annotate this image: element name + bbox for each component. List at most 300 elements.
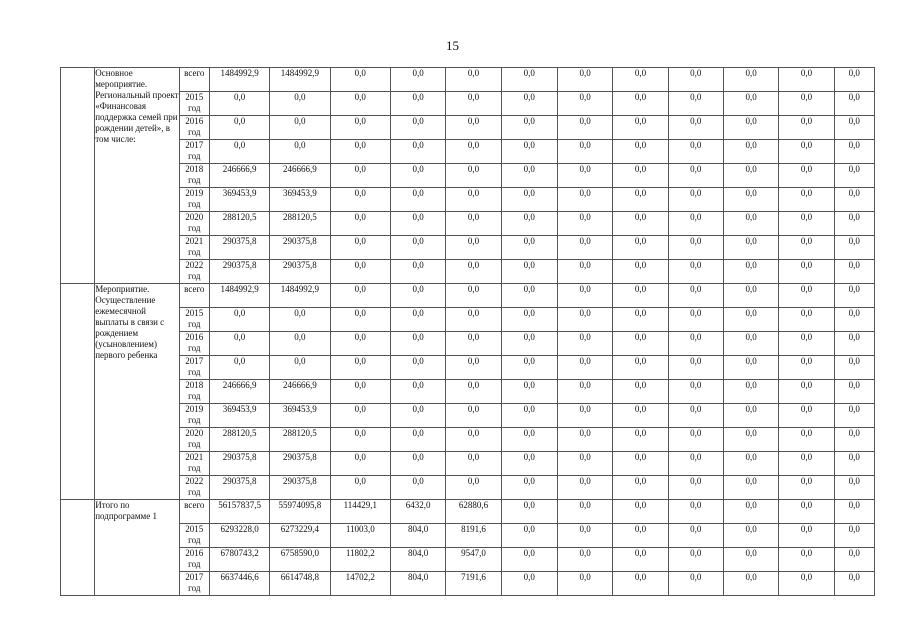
value-cell: 290375,8	[270, 476, 330, 500]
value-cell: 0,0	[330, 284, 390, 308]
value-cell: 0,0	[390, 188, 445, 212]
value-cell: 0,0	[446, 404, 501, 428]
value-cell: 9547,0	[446, 548, 501, 572]
value-cell: 0,0	[501, 92, 557, 116]
value-cell: 0,0	[613, 260, 668, 284]
value-cell: 0,0	[390, 308, 445, 332]
period-cell: 2015 год	[179, 524, 209, 548]
value-cell: 0,0	[446, 188, 501, 212]
table-row	[61, 116, 875, 140]
period-cell: 2020 год	[179, 212, 209, 236]
value-cell: 0,0	[613, 572, 668, 596]
value-cell: 0,0	[501, 68, 557, 92]
value-cell: 0,0	[501, 116, 557, 140]
value-cell: 0,0	[557, 476, 612, 500]
value-cell: 0,0	[834, 452, 874, 476]
value-cell: 0,0	[613, 428, 668, 452]
value-cell: 0,0	[446, 236, 501, 260]
value-cell: 0,0	[723, 308, 778, 332]
value-cell: 0,0	[446, 476, 501, 500]
value-cell: 0,0	[209, 308, 269, 332]
value-cell: 0,0	[723, 452, 778, 476]
program-name-cell: Мероприятие. Осуществление ежемесячной выплаты в связи с рождением (усыновлением) первого ребенка	[95, 284, 180, 500]
value-cell: 0,0	[557, 356, 612, 380]
value-cell: 0,0	[390, 236, 445, 260]
value-cell: 0,0	[668, 140, 723, 164]
value-cell: 0,0	[446, 92, 501, 116]
value-cell: 0,0	[668, 308, 723, 332]
value-cell: 0,0	[557, 212, 612, 236]
value-cell: 0,0	[668, 284, 723, 308]
value-cell: 1484992,9	[270, 284, 330, 308]
value-cell: 0,0	[270, 308, 330, 332]
table-row	[61, 476, 875, 500]
value-cell: 0,0	[390, 332, 445, 356]
value-cell: 0,0	[501, 332, 557, 356]
period-cell: 2015 год	[179, 92, 209, 116]
value-cell: 0,0	[834, 164, 874, 188]
value-cell: 0,0	[270, 116, 330, 140]
value-cell: 0,0	[668, 428, 723, 452]
value-cell: 246666,9	[270, 380, 330, 404]
value-cell: 0,0	[779, 548, 834, 572]
value-cell: 290375,8	[270, 260, 330, 284]
value-cell: 0,0	[779, 332, 834, 356]
value-cell: 290375,8	[270, 452, 330, 476]
table-row	[61, 548, 875, 572]
value-cell: 0,0	[501, 164, 557, 188]
value-cell: 0,0	[613, 68, 668, 92]
value-cell: 8191,6	[446, 524, 501, 548]
value-cell: 0,0	[723, 212, 778, 236]
value-cell: 0,0	[330, 92, 390, 116]
value-cell: 0,0	[834, 380, 874, 404]
value-cell: 0,0	[723, 332, 778, 356]
value-cell: 0,0	[390, 356, 445, 380]
value-cell: 62880,6	[446, 500, 501, 524]
value-cell: 0,0	[834, 116, 874, 140]
value-cell: 0,0	[446, 380, 501, 404]
value-cell: 0,0	[723, 284, 778, 308]
value-cell: 0,0	[330, 164, 390, 188]
value-cell: 0,0	[557, 548, 612, 572]
value-cell: 1484992,9	[209, 284, 269, 308]
value-cell: 0,0	[723, 404, 778, 428]
value-cell: 0,0	[446, 284, 501, 308]
value-cell: 0,0	[390, 380, 445, 404]
value-cell: 0,0	[557, 236, 612, 260]
value-cell: 290375,8	[209, 260, 269, 284]
value-cell: 0,0	[446, 116, 501, 140]
value-cell: 0,0	[390, 404, 445, 428]
value-cell: 0,0	[501, 236, 557, 260]
value-cell: 0,0	[557, 524, 612, 548]
value-cell: 0,0	[668, 68, 723, 92]
table-row	[61, 188, 875, 212]
value-cell: 0,0	[557, 332, 612, 356]
value-cell: 0,0	[834, 260, 874, 284]
value-cell: 246666,9	[270, 164, 330, 188]
value-cell: 288120,5	[209, 428, 269, 452]
value-cell: 246666,9	[209, 380, 269, 404]
value-cell: 0,0	[723, 524, 778, 548]
value-cell: 0,0	[613, 308, 668, 332]
value-cell: 369453,9	[270, 188, 330, 212]
value-cell: 0,0	[270, 356, 330, 380]
value-cell: 0,0	[501, 308, 557, 332]
value-cell: 0,0	[613, 356, 668, 380]
value-cell: 0,0	[446, 428, 501, 452]
value-cell: 0,0	[390, 116, 445, 140]
value-cell: 0,0	[779, 476, 834, 500]
value-cell: 0,0	[330, 212, 390, 236]
value-cell: 0,0	[723, 260, 778, 284]
value-cell: 0,0	[330, 476, 390, 500]
value-cell: 0,0	[723, 548, 778, 572]
table-row	[61, 452, 875, 476]
value-cell: 0,0	[834, 356, 874, 380]
value-cell: 0,0	[330, 428, 390, 452]
value-cell: 0,0	[446, 164, 501, 188]
table-row	[61, 92, 875, 116]
value-cell: 0,0	[779, 428, 834, 452]
period-cell: 2019 год	[179, 188, 209, 212]
value-cell: 0,0	[613, 140, 668, 164]
value-cell: 0,0	[557, 92, 612, 116]
value-cell: 0,0	[557, 404, 612, 428]
value-cell: 6758590,0	[270, 548, 330, 572]
value-cell: 0,0	[834, 548, 874, 572]
value-cell: 0,0	[446, 212, 501, 236]
program-name-cell: Основное мероприятие. Региональный проект «Финансовая поддержка семей при рождении детей», в том числе:	[95, 68, 180, 284]
period-cell: 2021 год	[179, 236, 209, 260]
value-cell: 0,0	[779, 356, 834, 380]
value-cell: 0,0	[330, 236, 390, 260]
period-cell: всего	[179, 284, 209, 308]
value-cell: 0,0	[834, 236, 874, 260]
value-cell: 804,0	[390, 548, 445, 572]
period-cell: 2018 год	[179, 380, 209, 404]
table-row	[61, 380, 875, 404]
value-cell: 0,0	[209, 92, 269, 116]
value-cell: 0,0	[723, 116, 778, 140]
value-cell: 0,0	[779, 284, 834, 308]
value-cell: 0,0	[668, 260, 723, 284]
value-cell: 0,0	[390, 428, 445, 452]
table-row	[61, 164, 875, 188]
value-cell: 0,0	[557, 500, 612, 524]
value-cell: 0,0	[779, 236, 834, 260]
value-cell: 0,0	[501, 452, 557, 476]
value-cell: 0,0	[668, 212, 723, 236]
value-cell: 0,0	[501, 380, 557, 404]
table-row	[61, 428, 875, 452]
value-cell: 0,0	[779, 380, 834, 404]
value-cell: 0,0	[723, 236, 778, 260]
table-row	[61, 308, 875, 332]
value-cell: 0,0	[209, 332, 269, 356]
value-cell: 0,0	[723, 572, 778, 596]
value-cell: 0,0	[834, 308, 874, 332]
table-row	[61, 404, 875, 428]
value-cell: 0,0	[390, 476, 445, 500]
table-row	[61, 284, 875, 308]
value-cell: 369453,9	[209, 188, 269, 212]
value-cell: 0,0	[668, 380, 723, 404]
value-cell: 0,0	[446, 356, 501, 380]
value-cell: 0,0	[779, 212, 834, 236]
period-cell: 2022 год	[179, 260, 209, 284]
value-cell: 0,0	[557, 380, 612, 404]
value-cell: 0,0	[613, 476, 668, 500]
period-cell: 2017 год	[179, 356, 209, 380]
value-cell: 0,0	[779, 188, 834, 212]
value-cell: 0,0	[270, 92, 330, 116]
value-cell: 0,0	[779, 164, 834, 188]
value-cell: 288120,5	[209, 212, 269, 236]
value-cell: 290375,8	[209, 476, 269, 500]
value-cell: 0,0	[834, 140, 874, 164]
value-cell: 0,0	[613, 236, 668, 260]
value-cell: 0,0	[446, 140, 501, 164]
value-cell: 0,0	[668, 164, 723, 188]
row-number-cell	[61, 68, 95, 284]
value-cell: 14702,2	[330, 572, 390, 596]
value-cell: 7191,6	[446, 572, 501, 596]
value-cell: 0,0	[501, 476, 557, 500]
value-cell: 0,0	[668, 476, 723, 500]
value-cell: 0,0	[330, 188, 390, 212]
value-cell: 0,0	[668, 572, 723, 596]
value-cell: 0,0	[613, 380, 668, 404]
value-cell: 0,0	[779, 116, 834, 140]
value-cell: 0,0	[668, 548, 723, 572]
period-cell: 2018 год	[179, 164, 209, 188]
value-cell: 0,0	[613, 284, 668, 308]
value-cell: 0,0	[390, 68, 445, 92]
value-cell: 0,0	[501, 284, 557, 308]
value-cell: 0,0	[557, 68, 612, 92]
value-cell: 0,0	[557, 452, 612, 476]
value-cell: 0,0	[501, 572, 557, 596]
value-cell: 0,0	[330, 140, 390, 164]
value-cell: 0,0	[390, 212, 445, 236]
value-cell: 0,0	[723, 164, 778, 188]
value-cell: 0,0	[668, 524, 723, 548]
value-cell: 0,0	[501, 428, 557, 452]
value-cell: 0,0	[390, 164, 445, 188]
value-cell: 55974095,8	[270, 500, 330, 524]
value-cell: 0,0	[330, 332, 390, 356]
value-cell: 0,0	[834, 476, 874, 500]
value-cell: 0,0	[390, 140, 445, 164]
value-cell: 0,0	[501, 524, 557, 548]
value-cell: 290375,8	[209, 452, 269, 476]
value-cell: 0,0	[834, 428, 874, 452]
value-cell: 0,0	[779, 92, 834, 116]
value-cell: 0,0	[723, 476, 778, 500]
value-cell: 0,0	[723, 140, 778, 164]
period-cell: 2022 год	[179, 476, 209, 500]
period-cell: 2020 год	[179, 428, 209, 452]
value-cell: 0,0	[501, 260, 557, 284]
value-cell: 0,0	[668, 116, 723, 140]
value-cell: 0,0	[501, 356, 557, 380]
value-cell: 11802,2	[330, 548, 390, 572]
period-cell: всего	[179, 500, 209, 524]
value-cell: 290375,8	[209, 236, 269, 260]
value-cell: 0,0	[330, 404, 390, 428]
row-number-cell	[61, 500, 95, 596]
table-row	[61, 356, 875, 380]
value-cell: 0,0	[501, 140, 557, 164]
value-cell: 0,0	[446, 332, 501, 356]
period-cell: 2021 год	[179, 452, 209, 476]
value-cell: 0,0	[501, 548, 557, 572]
value-cell: 0,0	[668, 404, 723, 428]
value-cell: 0,0	[390, 260, 445, 284]
budget-table	[60, 67, 875, 596]
value-cell: 0,0	[557, 428, 612, 452]
value-cell: 0,0	[668, 188, 723, 212]
value-cell: 0,0	[834, 332, 874, 356]
value-cell: 0,0	[270, 332, 330, 356]
value-cell: 0,0	[613, 548, 668, 572]
value-cell: 6432,0	[390, 500, 445, 524]
value-cell: 0,0	[209, 116, 269, 140]
page-number: 15	[446, 38, 459, 53]
value-cell: 0,0	[330, 116, 390, 140]
value-cell: 0,0	[779, 68, 834, 92]
value-cell: 6780743,2	[209, 548, 269, 572]
value-cell: 0,0	[613, 500, 668, 524]
value-cell: 0,0	[668, 236, 723, 260]
value-cell: 0,0	[668, 500, 723, 524]
value-cell: 0,0	[779, 260, 834, 284]
value-cell: 0,0	[834, 572, 874, 596]
value-cell: 0,0	[390, 452, 445, 476]
value-cell: 0,0	[779, 524, 834, 548]
period-cell: 2016 год	[179, 332, 209, 356]
program-name-cell: Итого по подпрограмме 1	[95, 500, 180, 596]
value-cell: 0,0	[613, 524, 668, 548]
value-cell: 6293228,0	[209, 524, 269, 548]
period-cell: 2017 год	[179, 572, 209, 596]
period-cell: 2016 год	[179, 548, 209, 572]
value-cell: 0,0	[613, 332, 668, 356]
value-cell: 0,0	[779, 308, 834, 332]
value-cell: 0,0	[668, 356, 723, 380]
value-cell: 290375,8	[270, 236, 330, 260]
value-cell: 0,0	[779, 500, 834, 524]
period-cell: 2019 год	[179, 404, 209, 428]
value-cell: 0,0	[330, 308, 390, 332]
value-cell: 0,0	[330, 356, 390, 380]
value-cell: 804,0	[390, 524, 445, 548]
value-cell: 56157837,5	[209, 500, 269, 524]
value-cell: 369453,9	[270, 404, 330, 428]
value-cell: 0,0	[557, 140, 612, 164]
value-cell: 0,0	[834, 500, 874, 524]
value-cell: 246666,9	[209, 164, 269, 188]
value-cell: 0,0	[330, 260, 390, 284]
value-cell: 0,0	[834, 524, 874, 548]
value-cell: 0,0	[834, 92, 874, 116]
value-cell: 0,0	[209, 356, 269, 380]
value-cell: 0,0	[446, 260, 501, 284]
value-cell: 0,0	[834, 188, 874, 212]
table-row	[61, 68, 875, 92]
value-cell: 0,0	[501, 212, 557, 236]
table-row	[61, 524, 875, 548]
value-cell: 0,0	[557, 260, 612, 284]
value-cell: 0,0	[613, 188, 668, 212]
value-cell: 0,0	[557, 284, 612, 308]
value-cell: 0,0	[723, 92, 778, 116]
value-cell: 0,0	[330, 452, 390, 476]
value-cell: 0,0	[501, 404, 557, 428]
value-cell: 0,0	[209, 140, 269, 164]
table-row	[61, 212, 875, 236]
value-cell: 114429,1	[330, 500, 390, 524]
value-cell: 0,0	[834, 404, 874, 428]
value-cell: 0,0	[557, 308, 612, 332]
value-cell: 0,0	[330, 68, 390, 92]
value-cell: 0,0	[446, 308, 501, 332]
value-cell: 0,0	[723, 500, 778, 524]
value-cell: 6614748,8	[270, 572, 330, 596]
table-row	[61, 500, 875, 524]
value-cell: 0,0	[446, 68, 501, 92]
value-cell: 0,0	[613, 116, 668, 140]
value-cell: 0,0	[390, 92, 445, 116]
value-cell: 804,0	[390, 572, 445, 596]
table-row	[61, 260, 875, 284]
value-cell: 0,0	[779, 140, 834, 164]
value-cell: 0,0	[557, 116, 612, 140]
value-cell: 0,0	[390, 284, 445, 308]
value-cell: 0,0	[613, 164, 668, 188]
value-cell: 6273229,4	[270, 524, 330, 548]
value-cell: 0,0	[834, 68, 874, 92]
value-cell: 0,0	[723, 356, 778, 380]
table-row	[61, 236, 875, 260]
value-cell: 0,0	[613, 452, 668, 476]
value-cell: 11003,0	[330, 524, 390, 548]
value-cell: 288120,5	[270, 428, 330, 452]
value-cell: 0,0	[723, 68, 778, 92]
value-cell: 0,0	[779, 404, 834, 428]
value-cell: 0,0	[779, 572, 834, 596]
value-cell: 288120,5	[270, 212, 330, 236]
table-row	[61, 140, 875, 164]
value-cell: 369453,9	[209, 404, 269, 428]
value-cell: 0,0	[723, 380, 778, 404]
value-cell: 1484992,9	[209, 68, 269, 92]
period-cell: 2017 год	[179, 140, 209, 164]
value-cell: 0,0	[834, 284, 874, 308]
value-cell: 0,0	[446, 452, 501, 476]
value-cell: 0,0	[557, 572, 612, 596]
value-cell: 0,0	[613, 212, 668, 236]
value-cell: 0,0	[557, 164, 612, 188]
value-cell: 0,0	[779, 452, 834, 476]
value-cell: 0,0	[668, 332, 723, 356]
value-cell: 0,0	[330, 380, 390, 404]
table-row	[61, 572, 875, 596]
row-number-cell	[61, 284, 95, 500]
value-cell: 0,0	[613, 404, 668, 428]
